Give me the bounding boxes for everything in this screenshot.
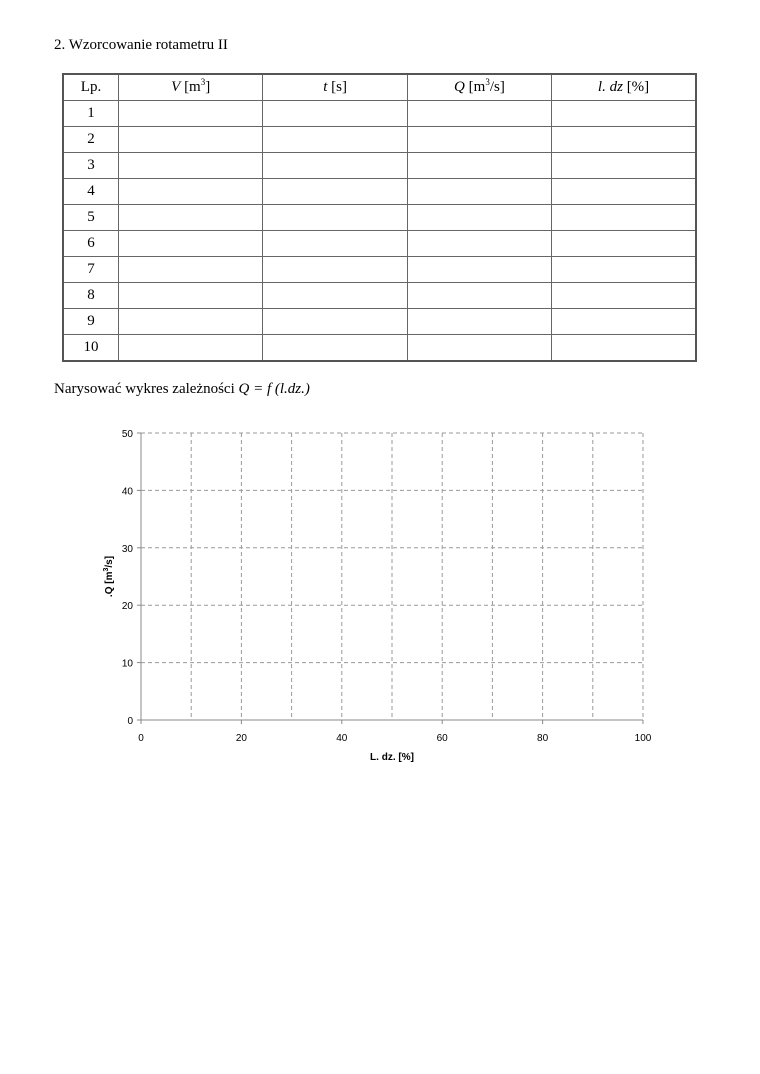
row-number: 4	[63, 179, 119, 205]
header-text: Lp.	[80, 79, 102, 95]
row-number: 6	[63, 231, 119, 257]
header-unit-exponent: 3	[200, 77, 206, 87]
x-tick-label: 60	[436, 733, 448, 744]
row-number: 9	[63, 309, 119, 335]
formula-lhs: Q = f	[238, 381, 275, 397]
header-unit: [m	[464, 79, 486, 95]
row-number: 5	[63, 205, 119, 231]
x-tick-label: 100	[634, 733, 652, 744]
y-tick-label: 50	[121, 429, 133, 440]
y-tick-label: 10	[121, 658, 133, 670]
row-number: 8	[63, 283, 119, 309]
header-unit: [m	[180, 79, 201, 95]
header-symbol: Q	[454, 79, 465, 95]
row-number: 2	[63, 127, 119, 153]
row-number: 1	[63, 101, 119, 127]
row-number: 7	[63, 257, 119, 283]
header-unit: [s]	[327, 79, 347, 95]
formula-arg: (l.dz.)	[274, 381, 310, 397]
x-tick-label: 80	[537, 733, 549, 744]
row-number: 3	[63, 153, 119, 179]
y-axis-title	[103, 556, 115, 597]
y-title-pre: .Q [m	[104, 571, 115, 598]
instruction-text: Narysować wykres zależności	[54, 381, 235, 397]
tick-labels	[122, 429, 652, 744]
x-tick-label: 20	[235, 733, 247, 744]
header-unit: [%]	[622, 79, 650, 95]
x-tick-label: 40	[336, 733, 348, 744]
header-symbol: l. dz	[597, 79, 623, 95]
section-title: 2. Wzorcowanie rotametru II	[54, 37, 228, 53]
row-number: 10	[63, 335, 119, 362]
y-tick-label: 30	[121, 543, 133, 555]
grid-lines	[141, 433, 643, 720]
x-tick-label: 0	[138, 733, 144, 744]
header-unit-tail: /s]	[489, 79, 505, 95]
header-symbol: t	[323, 79, 328, 95]
x-axis-title: L. dz. [%]	[370, 752, 414, 763]
y-title-exponent: 3	[103, 567, 110, 572]
header-unit-exponent: 3	[485, 77, 490, 87]
y-tick-label: 0	[127, 716, 133, 727]
header-symbol: V	[171, 79, 181, 95]
y-title-post: /s]	[104, 555, 115, 568]
y-tick-label: 20	[121, 601, 133, 613]
y-tick-label: 40	[121, 486, 133, 498]
header-unit-tail: ]	[205, 79, 211, 95]
